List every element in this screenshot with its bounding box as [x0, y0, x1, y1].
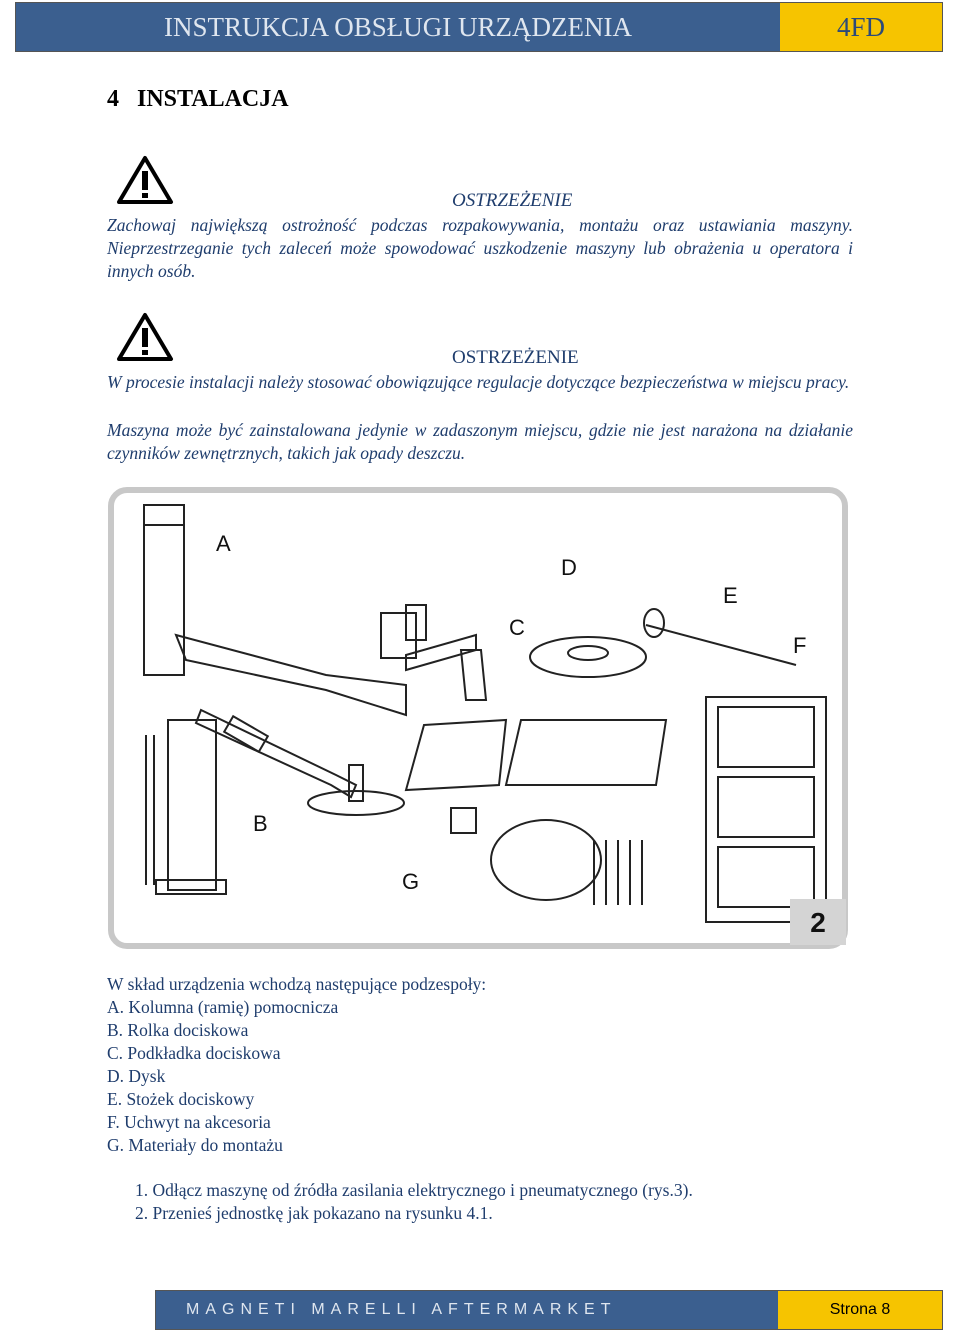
step-item: 2. Przenieś jednostkę jak pokazano na rysunku 4.1.	[135, 1203, 493, 1223]
section-number: 4	[107, 86, 119, 112]
warning-title: OSTRZEŻENIE	[452, 347, 579, 368]
list-item: D. Dysk	[107, 1066, 166, 1086]
figure-label-g: G	[402, 869, 420, 894]
list-item: F. Uchwyt na akcesoria	[107, 1112, 271, 1132]
footer-page-number: Strona 8	[778, 1291, 942, 1329]
steps-list	[135, 1179, 693, 1225]
figure-label-b: B	[253, 811, 268, 836]
figure-label-c: C	[509, 615, 525, 640]
footer-brand: MAGNETI MARELLI AFTERMARKET	[156, 1291, 778, 1329]
figure-label-f: F	[793, 633, 807, 658]
header-model: 4FD	[780, 3, 942, 51]
page-header	[15, 2, 943, 52]
components-list	[107, 973, 486, 1157]
warning-text: Zachowaj największą ostrożność podczas rozpakowywania, montażu oraz ustawiania maszyny. Nieprzestrzeganie tych zaleceń może spowodować uszkodzenie maszyny lub obrażenia u operatora i innych osób.	[107, 215, 853, 281]
figure-number: 2	[810, 907, 826, 938]
figure-label-e: E	[723, 583, 738, 608]
list-item: A. Kolumna (ramię) pomocnicza	[107, 997, 339, 1017]
components-intro: W skład urządzenia wchodzą następujące podzespoły:	[107, 974, 487, 994]
header-title: INSTRUKCJA OBSŁUGI URZĄDZENIA	[16, 3, 780, 51]
list-item: G. Materiały do montażu	[107, 1135, 283, 1155]
step-item: 1. Odłącz maszynę od źródła zasilania elektrycznego i pneumatycznego (rys.3).	[135, 1180, 693, 1200]
list-item: E. Stożek dociskowy	[107, 1089, 255, 1109]
warning-icon	[116, 312, 174, 362]
section-heading	[107, 86, 289, 113]
warning-icon	[116, 155, 174, 205]
figure-label-a: A	[216, 531, 231, 556]
components-figure	[106, 485, 850, 951]
page-footer	[155, 1290, 943, 1330]
warning-title: OSTRZEŻENIE	[452, 190, 573, 211]
section-title: INSTALACJA	[137, 86, 289, 112]
figure-label-d: D	[561, 555, 577, 580]
list-item: B. Rolka dociskowa	[107, 1020, 249, 1040]
list-item: C. Podkładka dociskowa	[107, 1043, 281, 1063]
warning-text: W procesie instalacji należy stosować obowiązujące regulacje dotyczące bezpieczeństwa w miejscu pracy.	[107, 372, 850, 392]
warning-text: Maszyna może być zainstalowana jedynie w zadaszonym miejscu, gdzie nie jest narażona na działanie czynników zewnętrznych, takich jak opady deszczu.	[107, 420, 853, 463]
